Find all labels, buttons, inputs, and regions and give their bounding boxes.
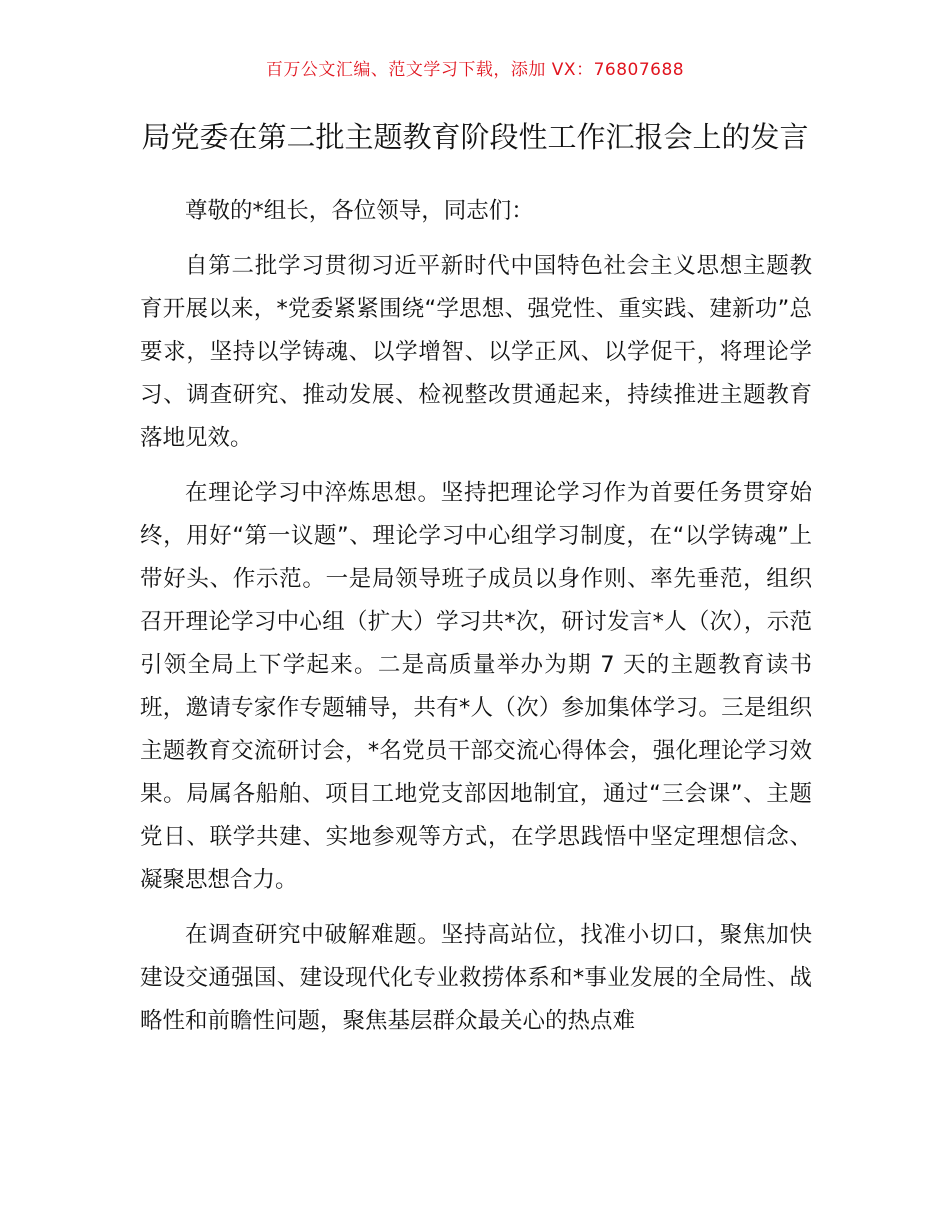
paragraph-theory-study: 在理论学习中淬炼思想。坚持把理论学习作为首要任务贯穿始终，用好“第一议题”、理论学习中心组学习制度，在“以学铸魂”上带好头、作示范。一是局领导班子成员以身作则、率先垂范，组织召开理论学习中心组（扩大）学习共*次，研讨发言*人（次），示范引领全局上下学起来。二是高质量举办为期 7 天的主题教育读书班，邀请专家作专题辅导，共有*人（次）参加集体学习。三是组织主题教育交流研讨会，*名党员干部交流心得体会，强化理论学习效果。局属各船舶、项目工地党支部因地制宜，通过“三会课”、主题党日、联学共建、实地参观等方式，在学思践悟中坚定理想信念、凝聚思想合力。	[140, 480, 812, 893]
paragraph-investigation: 在调查研究中破解难题。坚持高站位，找准小切口，聚焦加快建设交通强国、建设现代化专业救捞体系和*事业发展的全局性、战略性和前瞻性问题，聚焦基层群众最关心的热点难	[140, 922, 812, 1034]
document-body	[140, 190, 812, 1055]
paragraph-intro: 自第二批学习贯彻习近平新时代中国特色社会主义思想主题教育开展以来，*党委紧紧围绕“学思想、强党性、重实践、建新功”总要求，坚持以学铸魂、以学增智、以学正风、以学促干，将理论学习、调查研究、推动发展、检视整改贯通起来，持续推进主题教育落地见效。	[140, 253, 812, 451]
salutation: 尊敬的*组长，各位领导，同志们：	[185, 198, 534, 224]
header-banner: 百万公文汇编、范文学习下载，添加 VX：76807688	[265, 60, 685, 80]
document-title: 局党委在第二批主题教育阶段性工作汇报会上的发言	[141, 120, 809, 154]
